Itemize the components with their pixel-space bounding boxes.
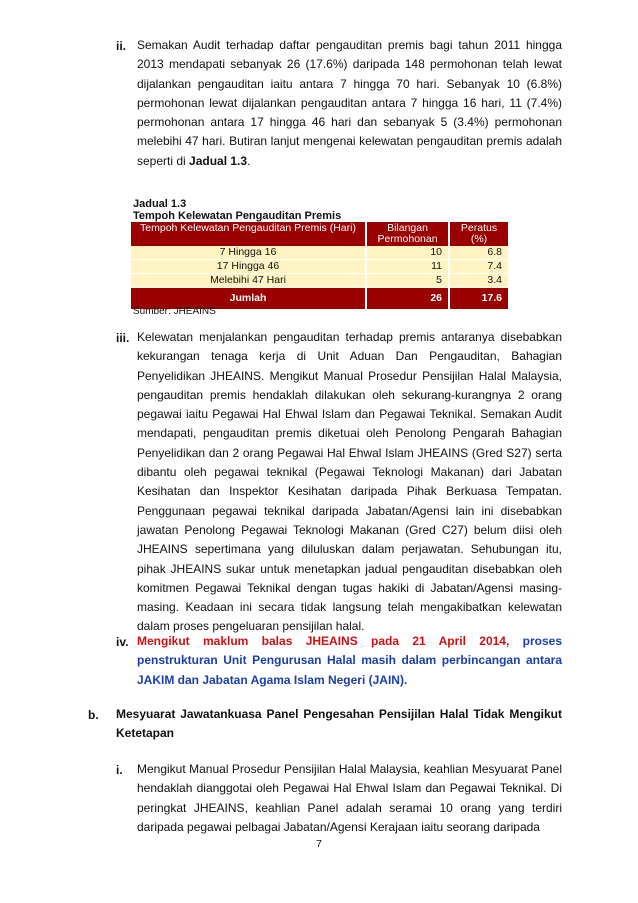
delay-table	[131, 222, 508, 309]
table-number: Jadual 1.3	[133, 198, 187, 210]
table-cell-count: 5	[366, 274, 449, 288]
table-caption	[133, 198, 341, 222]
section-marker-b: b.	[88, 708, 99, 722]
page-number: 7	[316, 838, 322, 850]
table-cell-period: 17 Hingga 46	[131, 260, 366, 274]
table-cell-count: 10	[366, 246, 449, 260]
item-marker-b-i: i.	[116, 763, 123, 777]
table-header-percent: Peratus (%)	[449, 222, 508, 246]
section-b-heading: Mesyuarat Jawatankuasa Panel Pengesahan Pensijilan Halal Tidak Mengikut Ketetapan	[116, 707, 562, 741]
paragraph-ii-end: .	[247, 153, 251, 168]
table-source: Sumber: JHEAINS	[133, 306, 216, 317]
response-date-text: Mengikut maklum balas JHEAINS pada 21 April 2014,	[137, 634, 510, 648]
table-total-label: Jumlah	[131, 288, 366, 310]
table-cell-percent: 3.4	[449, 274, 508, 288]
table-row	[131, 274, 508, 288]
response-status-text: proses penstrukturan Unit Pengurusan Halal masih dalam perbincangan antara JAKIM dan Jabatan Agama Islam Negeri (JAIN).	[137, 634, 563, 687]
table-header-count: Bilangan Permohonan	[366, 222, 449, 246]
table-row	[131, 246, 508, 260]
table-cell-percent: 6.8	[449, 246, 508, 260]
table-total-percent: 17.6	[449, 288, 508, 310]
table-header-period: Tempoh Kelewatan Pengauditan Premis (Hari)	[131, 222, 366, 246]
table-title: Tempoh Kelewatan Pengauditan Premis	[133, 210, 342, 222]
table-row	[131, 260, 508, 274]
paragraph-ii-text: Semakan Audit terhadap daftar pengauditan premis bagi tahun 2011 hingga 2013 mendapati sebanyak 26 (17.6%) daripada 148 permohonan telah lewat dijalankan pengauditan iaitu antara 7 hingga 70 hari. Sebanyak 10 (6.8%) permohonan lewat dijalankan pengauditan antara 7 hingga 16 hari, 11 (7.4%) permohonan antara 17 hingga 46 hari dan sebanyak 5 (3.4%) permohonan melebihi 47 hari. Butiran lanjut mengenai kelewatan pengauditan premis adalah seperti di	[137, 38, 562, 168]
table-cell-period: 7 Hingga 16	[131, 246, 366, 260]
item-marker-iv: iv.	[116, 635, 129, 649]
paragraph-iii: Kelewatan menjalankan pengauditan terhadap premis antaranya disebabkan kekurangan tenaga kerja di Unit Aduan Dan Pengauditan, Bahagian Penyelidikan JHEAINS. Mengikut Manual Prosedur Pensijilan Halal Malaysia, pengauditan premis hendaklah dilakukan oleh sekurang-kurangnya 2 orang pegawai iaitu Pegawai Hal Ehwal Islam dan Pegawai Teknikal. Semakan Audit mendapati, pengauditan premis diketuai oleh Penolong Pengarah Bahagian Penyelidikan dan 2 orang Pegawai Hal Ehwal Islam JHEAINS (Gred S27) serta dibantu oleh pegawai teknikal (Pegawai Teknologi Makanan) dari Jabatan Kesihatan dan Inspektor Kesihatan daripada Pihak Berkuasa Tempatan. Penggunaan pegawai teknikal daripada Jabatan/Agensi lain ini disebabkan jawatan Penolong Pegawai Teknologi Makanan (Gred C27) belum diisi oleh JHEAINS sepertimana yang diluluskan dalam perjawatan. Sehubungan itu, pihak JHEAINS sukar untuk menetapkan jadual pengauditan disebabkan oleh komitmen Pegawai Teknikal dengan tugas hakiki di Jabatan/Agensi masing-masing. Keadaan ini secara tidak langsung telah mengakibatkan kelewatan dalam proses pengeluaran pensijilan halal.	[137, 330, 562, 634]
table-cell-count: 11	[366, 260, 449, 274]
paragraph-ii	[137, 36, 562, 171]
item-marker-ii: ii.	[116, 39, 127, 53]
table-cell-percent: 7.4	[449, 260, 508, 274]
item-marker-iii: iii.	[116, 331, 130, 345]
jadual-reference: Jadual 1.3	[189, 153, 248, 168]
table-total-count: 26	[366, 288, 449, 310]
paragraph-iv	[137, 632, 562, 690]
paragraph-b-i: Mengikut Manual Prosedur Pensijilan Halal Malaysia, keahlian Mesyuarat Panel hendaklah dianggotai oleh Pegawai Hal Ehwal Islam dan Pegawai Teknikal. Di peringkat JHEAINS, keahlian Panel adalah seramai 10 orang yang terdiri daripada pegawai pelbagai Jabatan/Agensi Kerajaan iaitu seorang daripada	[137, 762, 562, 834]
table-cell-period: Melebihi 47 Hari	[131, 274, 366, 288]
